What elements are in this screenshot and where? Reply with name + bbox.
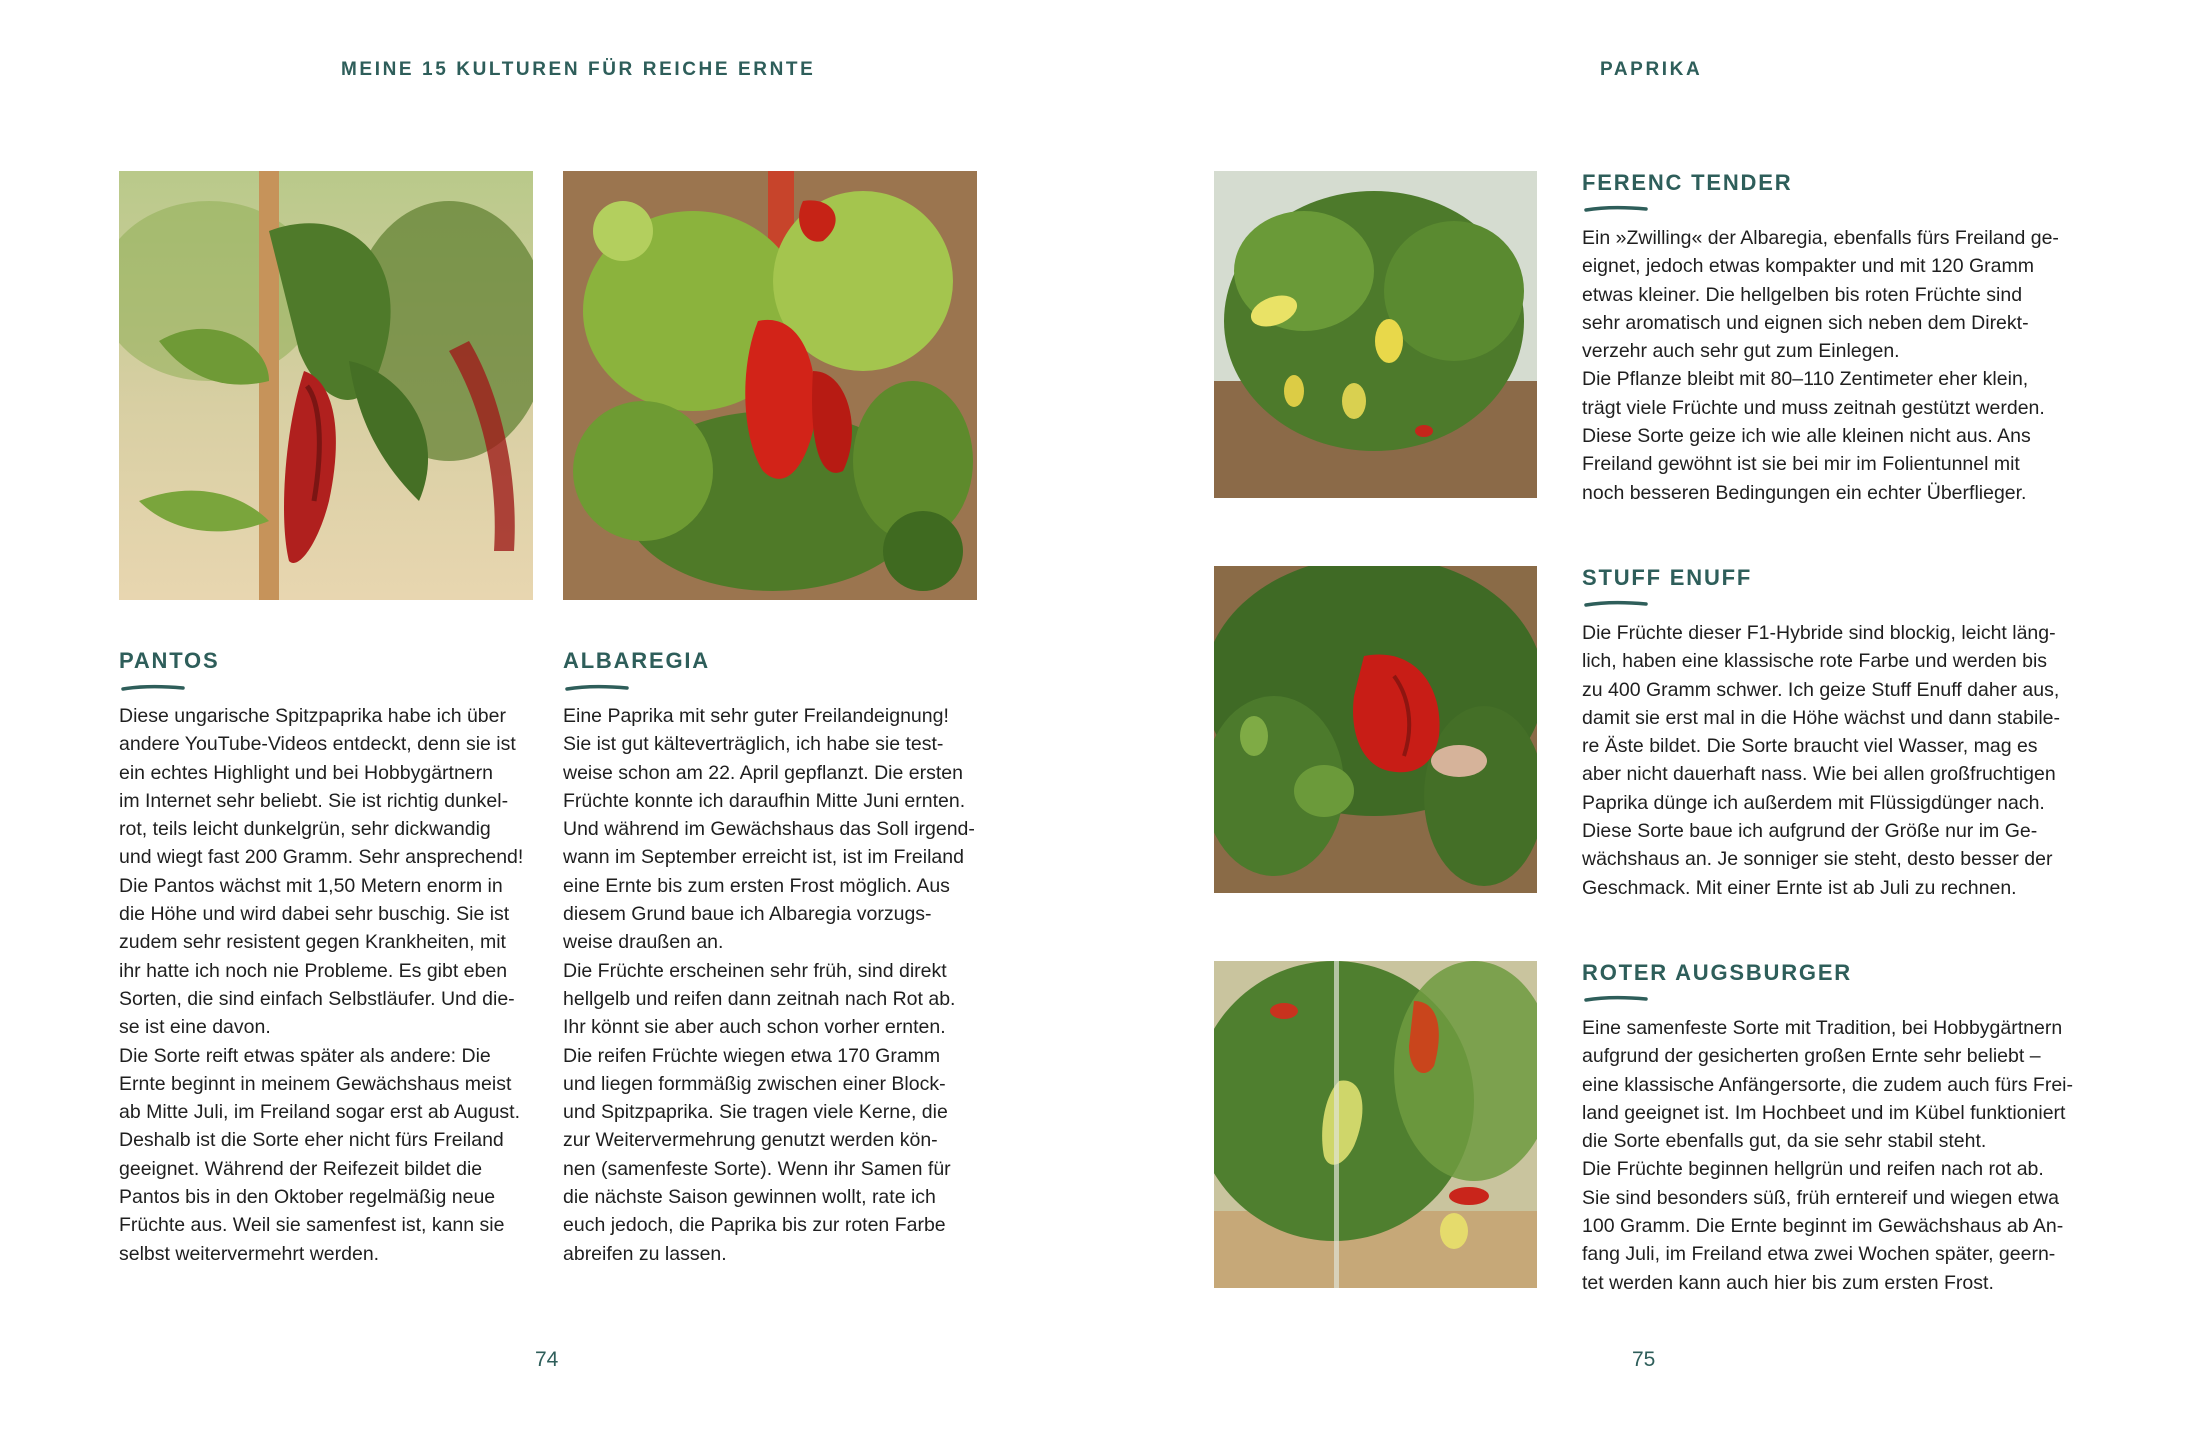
text-line: eine klassische Anfängersorte, die zudem auch fürs Frei- xyxy=(1582,1073,2073,1096)
pantos-pepper-photo xyxy=(119,171,533,600)
text-line: Die Früchte erscheinen sehr früh, sind direkt xyxy=(563,959,947,982)
stuff-enuff-heading: STUFF ENUFF xyxy=(1582,565,1753,590)
text-line: die nächste Saison gewinnen wollt, rate ich xyxy=(563,1186,936,1209)
running-head-left: MEINE 15 KULTUREN FÜR REICHE ERNTE xyxy=(341,59,816,80)
text-line: und wiegt fast 200 Gramm. Sehr ansprechend! xyxy=(119,846,524,869)
text-line: Ein »Zwilling« der Albaregia, ebenfalls fürs Freiland ge- xyxy=(1582,227,2059,249)
text-line: Pantos bis in den Oktober regelmäßig neue xyxy=(119,1186,496,1209)
text-line: ein echtes Highlight und bei Hobbygärtnern xyxy=(119,761,493,784)
text-line: ihr hatte ich noch nie Probleme. Es gibt eben xyxy=(119,959,508,982)
albaregia-pepper-photo xyxy=(563,171,977,600)
text-line: ab Mitte Juli, im Freiland sogar erst ab August. xyxy=(119,1101,521,1124)
text-line: zur Weitervermehrung genutzt werden kön- xyxy=(563,1129,938,1152)
text-line: nen (samenfeste Sorte). Wenn ihr Samen für xyxy=(563,1157,951,1180)
text-line: wann im September erreicht ist, ist im Freiland xyxy=(563,846,964,869)
text-line: etwas kleiner. Die hellgelben bis roten Früchte sind xyxy=(1582,283,2023,306)
text-line: weise schon am 22. April gepflanzt. Die ersten xyxy=(563,761,963,784)
albaregia-heading-underline xyxy=(565,684,629,692)
text-line: Freiland gewöhnt ist sie bei mir im Folientunnel mit xyxy=(1582,453,2020,476)
text-line: die Höhe und wird dabei sehr buschig. Sie ist xyxy=(119,903,510,926)
text-line: Eine Paprika mit sehr guter Freilandeignung! xyxy=(563,705,949,727)
text-line: Die reifen Früchte wiegen etwa 170 Gramm xyxy=(563,1044,941,1067)
running-head-right: PAPRIKA xyxy=(1600,59,1703,80)
text-line: aber nicht dauerhaft nass. Wie bei allen großfruchtigen xyxy=(1582,763,2056,786)
text-line: lich, haben eine klassische rote Farbe und werden bis xyxy=(1582,650,2048,673)
text-line: Deshalb ist die Sorte eher nicht fürs Freiland xyxy=(119,1129,504,1152)
text-line: Die Pflanze bleibt mit 80–110 Zentimeter eher klein, xyxy=(1582,368,2029,391)
text-line: geeignet. Während der Reifezeit bildet die xyxy=(119,1157,483,1180)
page-number-left: 74 xyxy=(535,1348,559,1371)
text-line: Diese Sorte geize ich wie alle kleinen nicht aus. Ans xyxy=(1582,425,2031,448)
page-number-right: 75 xyxy=(1632,1348,1656,1371)
text-line: damit sie erst mal in die Höhe wächst und dann stabile- xyxy=(1582,706,2060,729)
text-line: Paprika dünge ich außerdem mit Flüssigdünger nach. xyxy=(1582,791,2045,814)
pantos-text xyxy=(119,702,523,1268)
text-line: se ist eine davon. xyxy=(119,1016,271,1039)
text-line: verzehr auch sehr gut zum Einlegen. xyxy=(1582,340,1900,363)
text-line: noch besseren Bedingungen ein echter Überflieger. xyxy=(1582,481,2027,504)
text-line: Sie ist gut kälteverträglich, ich habe sie test- xyxy=(563,733,944,756)
text-line: land geeignet ist. Im Hochbeet und im Kübel funktioniert xyxy=(1582,1101,2066,1124)
text-line: Ihr könnt sie aber auch schon vorher ernten. xyxy=(563,1016,946,1039)
text-line: Die Pantos wächst mit 1,50 Metern enorm in xyxy=(119,874,503,897)
ferenc-tender-heading: FERENC TENDER xyxy=(1582,170,1793,195)
text-line: fang Juli, im Freiland etwa zwei Wochen später, geern- xyxy=(1582,1243,2056,1266)
text-line: Früchte konnte ich daraufhin Mitte Juni ernten. xyxy=(563,789,966,812)
text-line: Sie sind besonders süß, früh erntereif und wiegen etwa xyxy=(1582,1186,2059,1209)
text-line: im Internet sehr beliebt. Sie ist richtig dunkel- xyxy=(119,789,509,812)
ferenc-tender-heading-underline xyxy=(1584,205,1648,213)
text-line: 100 Gramm. Die Ernte beginnt im Gewächshaus ab An- xyxy=(1582,1215,2064,1238)
text-line: Eine samenfeste Sorte mit Tradition, bei Hobbygärtnern xyxy=(1582,1017,2063,1039)
pantos-heading-underline xyxy=(121,684,185,692)
text-line: andere YouTube-Videos entdeckt, denn sie ist xyxy=(119,733,516,756)
text-line: diesem Grund baue ich Albaregia vorzugs- xyxy=(563,903,932,926)
text-line: Und während im Gewächshaus das Soll irgend- xyxy=(563,818,975,841)
text-line: Die Früchte beginnen hellgrün und reifen nach rot ab. xyxy=(1582,1158,2044,1181)
text-line: hellgelb und reifen dann zeitnah nach Rot ab. xyxy=(563,987,956,1010)
text-line: weise draußen an. xyxy=(563,931,724,954)
text-line: und liegen formmäßig zwischen einer Block- xyxy=(563,1072,946,1095)
albaregia-heading: ALBAREGIA xyxy=(563,648,710,673)
roter-augsburger-text xyxy=(1582,1014,2073,1297)
text-line: Die Früchte dieser F1-Hybride sind blockig, leicht läng- xyxy=(1582,622,2056,644)
text-line: und Spitzpaprika. Sie tragen viele Kerne, die xyxy=(563,1101,948,1124)
stuff-enuff-text xyxy=(1582,619,2060,902)
text-line: euch jedoch, die Paprika bis zur roten Farbe xyxy=(563,1214,946,1237)
text-line: Ernte beginnt in meinem Gewächshaus meist xyxy=(119,1072,512,1095)
text-line: tet werden kann auch hier bis zum ersten Frost. xyxy=(1582,1271,1994,1294)
text-line: aufgrund der gesicherten großen Ernte sehr beliebt – xyxy=(1582,1045,2041,1068)
text-line: rot, teils leicht dunkelgrün, sehr dickwandig xyxy=(119,818,491,841)
text-line: Früchte aus. Weil sie samenfest ist, kann sie xyxy=(119,1214,505,1237)
ferenc-tender-pepper-photo xyxy=(1214,171,1537,498)
text-line: re Äste bildet. Die Sorte braucht viel Wasser, mag es xyxy=(1582,735,2038,758)
text-line: Sorten, die sind einfach Selbstläufer. Und die- xyxy=(119,987,515,1010)
text-line: sehr aromatisch und eignen sich neben dem Direkt- xyxy=(1582,311,2029,334)
text-line: Diese ungarische Spitzpaprika habe ich über xyxy=(119,705,506,727)
text-line: eine Ernte bis zum ersten Frost möglich. Aus xyxy=(563,874,950,897)
text-line: Die Sorte reift etwas später als andere: Die xyxy=(119,1044,491,1067)
text-line: die Sorte ebenfalls gut, da sie sehr stabil steht. xyxy=(1582,1130,1987,1153)
text-line: zu 400 Gramm schwer. Ich geize Stuff Enuff daher aus, xyxy=(1582,678,2060,701)
text-line: abreifen zu lassen. xyxy=(563,1242,727,1265)
stuff-enuff-pepper-photo xyxy=(1214,566,1537,893)
roter-augsburger-heading-underline xyxy=(1584,995,1648,1003)
text-line: Diese Sorte baue ich aufgrund der Größe nur im Ge- xyxy=(1582,820,2038,843)
roter-augsburger-pepper-photo xyxy=(1214,961,1537,1288)
roter-augsburger-heading: ROTER AUGSBURGER xyxy=(1582,960,1852,985)
pantos-heading: PANTOS xyxy=(119,648,220,673)
text-line: trägt viele Früchte und muss zeitnah gestützt werden. xyxy=(1582,396,2045,419)
text-line: zudem sehr resistent gegen Krankheiten, mit xyxy=(119,931,506,954)
text-line: wächshaus an. Je sonniger sie steht, desto besser der xyxy=(1582,848,2053,871)
text-line: Geschmack. Mit einer Ernte ist ab Juli zu rechnen. xyxy=(1582,876,2017,899)
albaregia-text xyxy=(563,702,975,1268)
text-line: eignet, jedoch etwas kompakter und mit 120 Gramm xyxy=(1582,255,2034,278)
text-line: selbst weitervermehrt werden. xyxy=(119,1242,380,1265)
ferenc-tender-text xyxy=(1582,224,2059,507)
stuff-enuff-heading-underline xyxy=(1584,600,1648,608)
